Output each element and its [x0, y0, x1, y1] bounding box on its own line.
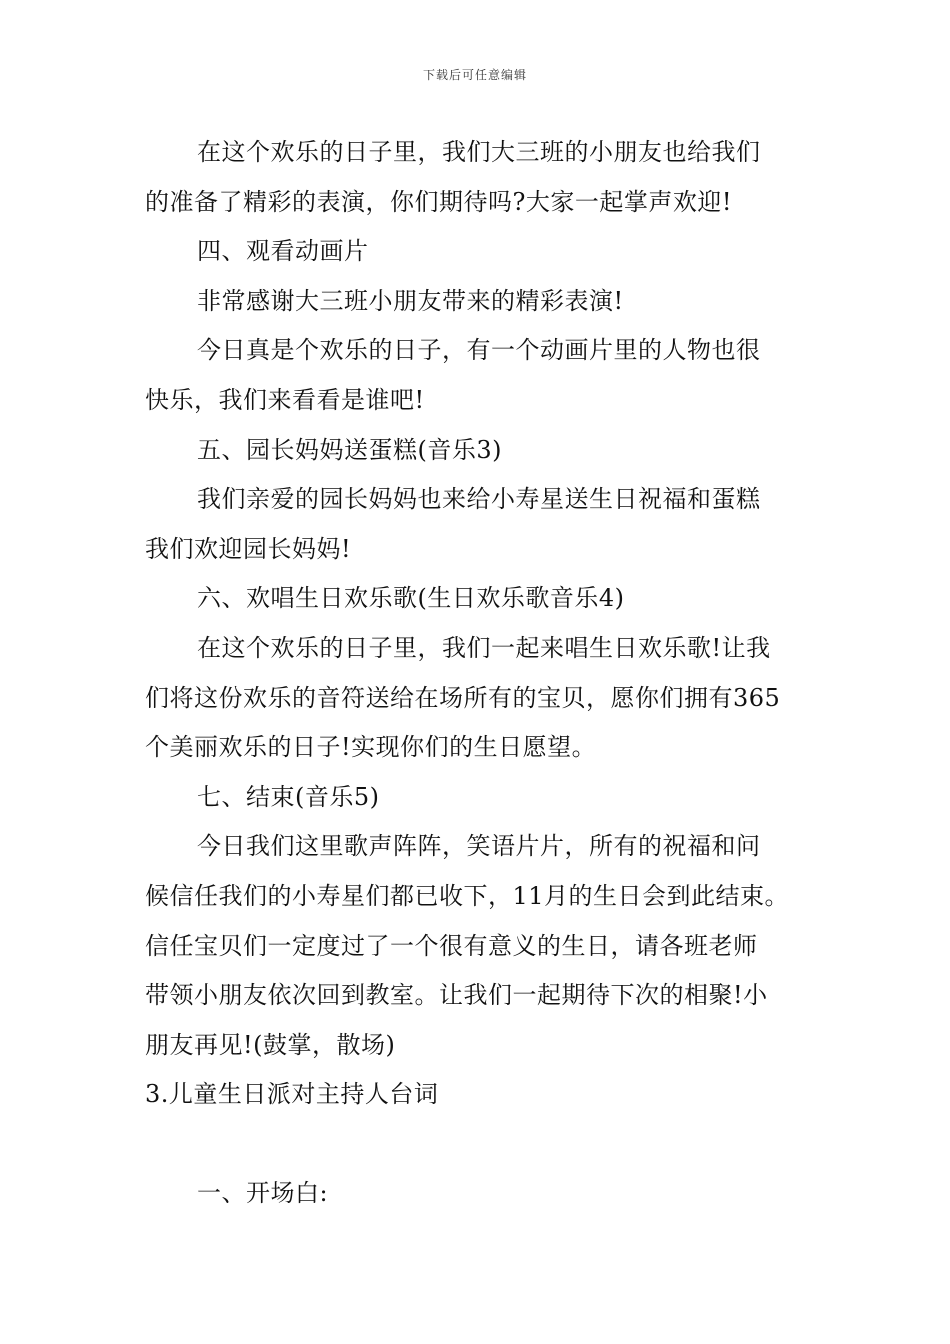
document-body	[145, 128, 825, 1219]
blank-line	[145, 1120, 825, 1170]
paragraph-line: 在这个欢乐的日子里，我们大三班的小朋友也给我们	[197, 138, 761, 166]
paragraph-line: 我们欢迎园长妈妈!	[145, 534, 352, 563]
paragraph-line: 快乐，我们来看看是谁吧!	[145, 385, 425, 414]
paragraph-line: 今日真是个欢乐的日子，有一个动画片里的人物也很	[197, 336, 761, 365]
document-section-title: 3.儿童生日派对主持人台词	[145, 1080, 439, 1109]
paragraph-line: 的准备了精彩的表演，你们期待吗?大家一起掌声欢迎!	[145, 187, 733, 216]
section-heading-5: 五、园长妈妈送蛋糕(音乐3)	[197, 435, 502, 464]
paragraph-line: 带领小朋友依次回到教室。让我们一起期待下次的相聚!小	[145, 981, 768, 1010]
paragraph-line: 我们亲爱的园长妈妈也来给小寿星送生日祝福和蛋糕	[197, 485, 761, 514]
paragraph-line: 们将这份欢乐的音符送给在场所有的宝贝，愿你们拥有365	[145, 683, 781, 712]
paragraph-line: 今日我们这里歌声阵阵，笑语片片，所有的祝福和问	[197, 832, 761, 861]
header-note: 下载后可任意编辑	[422, 68, 527, 82]
section-heading-1: 一、开场白:	[197, 1179, 329, 1208]
paragraph-line: 在这个欢乐的日子里，我们一起来唱生日欢乐歌!让我	[197, 633, 771, 662]
paragraph-line: 非常感谢大三班小朋友带来的精彩表演!	[197, 286, 624, 315]
section-heading-4: 四、观看动画片	[197, 237, 369, 266]
paragraph-line: 候信任我们的小寿星们都已收下，11月的生日会到此结束。	[145, 881, 790, 910]
paragraph-line: 个美丽欢乐的日子!实现你们的生日愿望。	[145, 733, 597, 762]
paragraph-line: 信任宝贝们一定度过了一个很有意义的生日，请各班老师	[145, 931, 758, 960]
section-heading-6: 六、欢唱生日欢乐歌(生日欢乐歌音乐4)	[197, 584, 625, 613]
paragraph-line: 朋友再见!(鼓掌，散场)	[145, 1030, 396, 1059]
section-heading-7: 七、结束(音乐5)	[197, 782, 380, 811]
